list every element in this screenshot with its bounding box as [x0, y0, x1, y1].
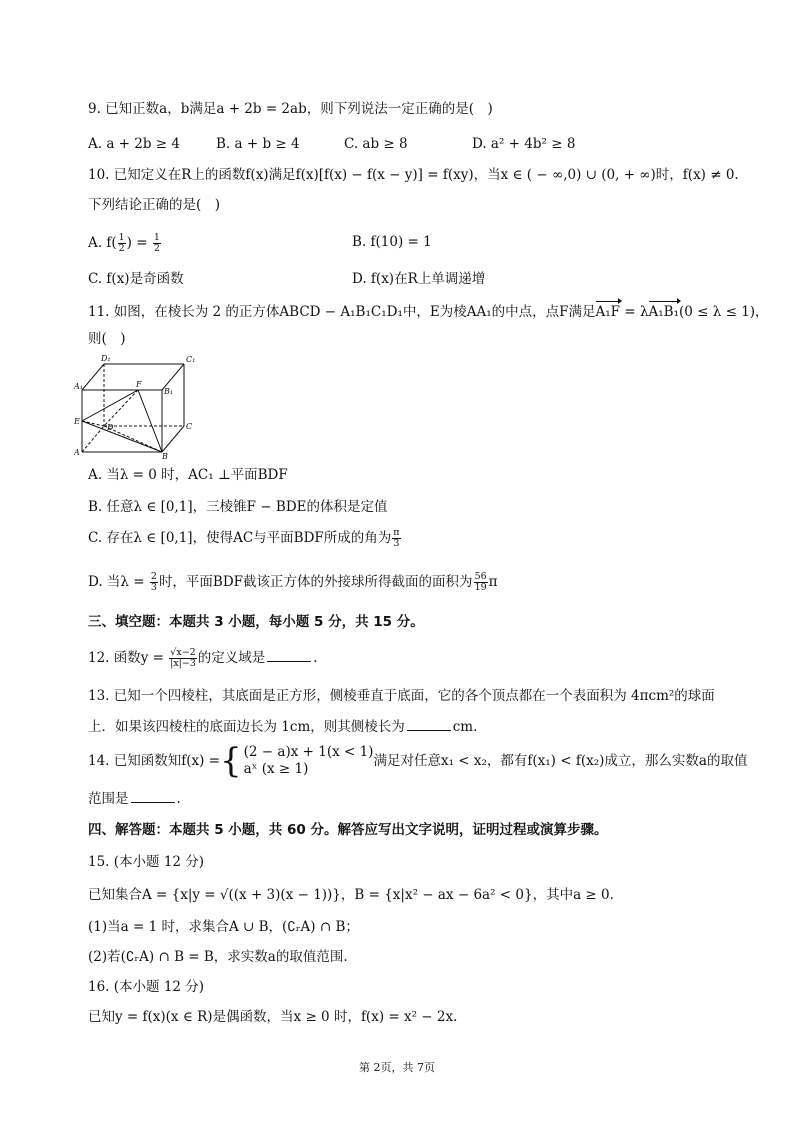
label-c: C — [186, 422, 193, 431]
label-c1: C₁ — [186, 355, 196, 364]
frac-num: 56 — [474, 571, 487, 582]
q15-line1: 已知集合A = {x|y = √((x + 3)(x − 1))}，B = {x|x² − ax − 6a² < 0}，其中a ≥ 0. — [88, 887, 614, 903]
q10-option-a-frac1 — [118, 233, 126, 254]
q12-pre: 12. 函数y = — [88, 650, 169, 666]
q12-post: 的定义域是 — [197, 650, 266, 666]
edge-a1-d1 — [82, 364, 104, 390]
label-e: E — [74, 417, 80, 426]
q14-case1: (2 − a)x + 1(x < 1) — [243, 744, 374, 760]
segment-e-f — [82, 390, 138, 421]
frac-den: |x|−3 — [170, 658, 196, 669]
q14-post: 满足对任意x₁ < x₂，都有f(x₁) < f(x₂)成立，那么实数a的取值 — [373, 752, 748, 769]
q14-line1 — [88, 741, 748, 781]
q9-options — [88, 135, 600, 154]
q9-stem: 9. 已知正数a，b满足a + 2b = 2ab，则下列说法一定正确的是( ) — [88, 101, 493, 117]
page-footer: 第 2页，共 7页 — [359, 1061, 435, 1074]
q11-option-d-post: π — [488, 574, 498, 590]
q11-stem-mid: = λ — [620, 304, 649, 320]
q13-line2-post: cm. — [452, 719, 478, 735]
q11-option-c-frac — [392, 528, 400, 549]
label-d: D — [107, 423, 114, 432]
frac-num: √x−2 — [170, 647, 196, 658]
q11-stem-line1 — [88, 303, 769, 322]
section-3-heading: 三、填空题：本题共 3 小题，每小题 5 分，共 15 分。 — [88, 614, 424, 630]
q11-option-d-frac2 — [474, 572, 488, 593]
frac-den: 19 — [474, 582, 487, 593]
q10-option-a — [88, 233, 352, 254]
q10-stem-line2: 下列结论正确的是( ) — [88, 197, 221, 213]
q11-option-d-pre: D. 当λ = — [88, 574, 149, 590]
label-f: F — [136, 380, 142, 389]
q10-option-d: D. f(x)在R上单调递增 — [352, 271, 486, 287]
q14-case2: aˣ (x ≥ 1) — [243, 761, 309, 777]
frac-num: 1 — [153, 232, 160, 243]
q14-cases — [244, 744, 374, 778]
q12-end: . — [313, 650, 318, 666]
q9-option-c: C. ab ≥ 8 — [344, 136, 408, 152]
q11-vector-a1b1: A₁B₁ — [648, 304, 679, 320]
q13-line2-pre: 上．如果该四棱柱的底面边长为 1cm，则其侧棱长为 — [88, 719, 405, 735]
q10-option-b: B. f(10) = 1 — [352, 234, 432, 250]
frac-num: 2 — [150, 571, 157, 582]
q9-option-b: B. a + b ≥ 4 — [216, 136, 300, 152]
section-4-heading: 四、解答题：本题共 5 小题，共 60 分。解答应写出文字说明，证明过程或演算步骤。 — [88, 822, 608, 838]
label-d1: D₁ — [101, 354, 111, 363]
q12-answer-blank — [267, 661, 311, 662]
q10-option-a-pre: A. f( — [88, 235, 117, 251]
q11-option-b: B. 任意λ ∈ [0,1]，三棱锥F − BDE的体积是定值 — [88, 499, 388, 515]
brace-icon: { — [220, 741, 242, 781]
q14-line2-pre: 范围是 — [88, 791, 129, 807]
q11-stem-post: (0 ≤ λ ≤ 1)， — [679, 304, 769, 320]
frac-den: 2 — [153, 243, 160, 254]
q11-option-d-mid: 时，平面BDF截该正方体的外接球所得截面的面积为 — [158, 574, 473, 590]
frac-num: 1 — [118, 232, 125, 243]
q11-option-d-frac1 — [150, 572, 158, 593]
q10-options-ab — [88, 233, 616, 254]
q15-head: 15. (本小题 12 分) — [88, 854, 205, 870]
frac-den: 2 — [118, 243, 125, 254]
label-a: A — [74, 448, 80, 457]
q16-head: 16. (本小题 12 分) — [88, 979, 205, 995]
q11-stem-pre: 11. 如图，在棱长为 2 的正方体ABCD − A₁B₁C₁D₁中，E为棱AA₁的中点，点F满足 — [88, 304, 596, 320]
frac-den: 3 — [150, 582, 157, 593]
q14-piecewise — [220, 741, 374, 781]
q15-part2: (2)若(∁ᵣA) ∩ B = B，求实数a的取值范围. — [88, 949, 348, 965]
q10-option-a-mid: ) = — [126, 235, 152, 251]
q11-vector-a1f: A₁F — [595, 304, 621, 320]
q14-pre: 14. 已知函数知f(x) = — [88, 752, 221, 769]
q14-line2 — [88, 790, 181, 809]
q11-option-d — [88, 572, 498, 593]
q11-stem-line2: 则( ) — [88, 331, 126, 347]
frac-num: π — [393, 527, 400, 538]
label-b1: B₁ — [164, 387, 174, 396]
label-b: B — [162, 452, 168, 460]
q14-line2-post: . — [176, 791, 181, 807]
q16-line1: 已知y = f(x)(x ∈ R)是偶函数，当x ≥ 0 时，f(x) = x² − 2x. — [88, 1009, 458, 1025]
q9-option-d: D. a² + 4b² ≥ 8 — [472, 136, 576, 152]
q10-stem-line1: 10. 已知定义在R上的函数f(x)满足f(x)[f(x) − f(x − y)] = f(xy)，当x ∈ ( − ∞,0) ∪ (0, + ∞)时，f(x) ≠ 0. — [88, 167, 739, 183]
q15-part1: (1)当a = 1 时，求集合A ∪ B，(∁ᵣA) ∩ B； — [88, 919, 359, 935]
q12-frac — [169, 648, 196, 669]
q9-option-a: A. a + 2b ≥ 4 — [88, 136, 180, 152]
cube-figure — [74, 354, 198, 460]
q10-option-c: C. f(x)是奇函数 — [88, 271, 184, 287]
q11-option-c — [88, 528, 402, 549]
q11-option-a: A. 当λ = 0 时，AC₁ ⊥平面BDF — [88, 467, 288, 483]
q12 — [88, 648, 318, 669]
q11-option-c-text: C. 存在λ ∈ [0,1]，使得AC与平面BDF所成的角为 — [88, 530, 392, 546]
q13-line1: 13. 已知一个四棱柱，其底面是正方形，侧棱垂直于底面，它的各个顶点都在一个表面积为 4πcm²的球面 — [88, 688, 715, 704]
edge-b-c — [162, 426, 184, 452]
q13-line2 — [88, 718, 477, 737]
edge-a-d — [82, 426, 104, 452]
q13-answer-blank — [407, 730, 451, 731]
q10-options-cd — [88, 270, 616, 289]
segment-f-d — [104, 390, 138, 426]
label-a1: A₁ — [74, 382, 83, 391]
q14-answer-blank — [131, 802, 175, 803]
frac-den: 3 — [393, 538, 400, 549]
q10-option-a-frac2 — [153, 233, 161, 254]
